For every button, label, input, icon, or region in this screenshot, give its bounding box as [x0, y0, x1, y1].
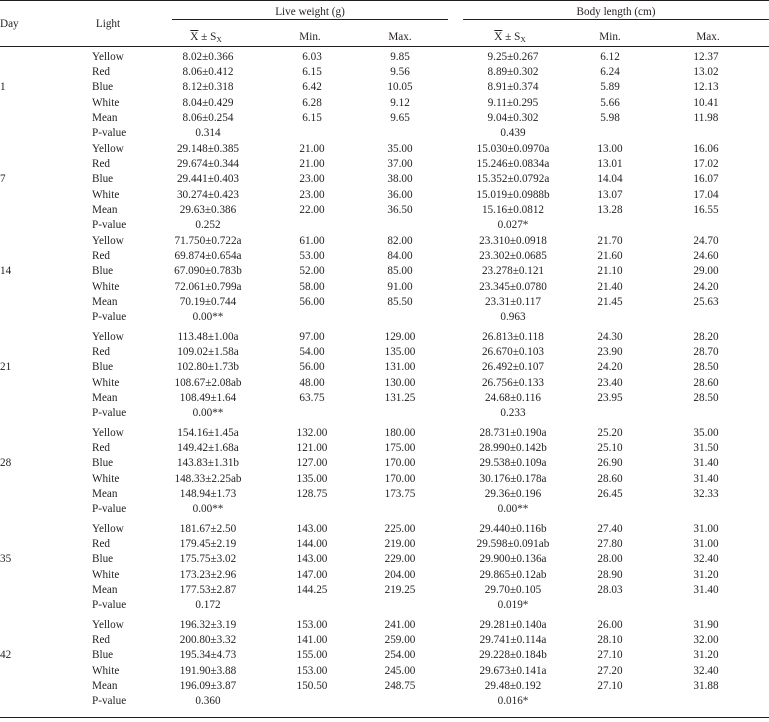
table-cell: 5.89: [600, 81, 620, 93]
top-rule: [0, 0, 769, 1]
table-cell: 21.45: [597, 296, 623, 308]
day-label: 14: [0, 265, 12, 278]
table-cell: 31.20: [693, 649, 719, 661]
table-cell: 245.00: [384, 665, 416, 677]
table-cell: 28.20: [693, 331, 719, 343]
table-cell: 8.04±0.429: [182, 97, 234, 109]
light-label: Mean: [92, 204, 118, 216]
table-cell: 27.10: [597, 649, 623, 661]
light-label: White: [92, 189, 120, 201]
table-cell: 29.741±0.114a: [479, 634, 547, 646]
table-cell: 21.70: [597, 235, 623, 247]
p-value-length: 0.016*: [497, 695, 529, 707]
day-label: 42: [0, 649, 12, 662]
table-cell: 31.20: [693, 569, 719, 581]
table-cell: 31.40: [693, 584, 719, 596]
header-bottom-rule: [0, 46, 769, 47]
header-weight-mean-mid: ± S: [198, 31, 217, 43]
table-cell: 154.16±1.45a: [177, 427, 239, 439]
light-label: P-value: [92, 311, 127, 323]
header-length-mean-se: [465, 30, 555, 47]
light-label: Yellow: [92, 619, 124, 631]
table-cell: 6.15: [302, 112, 322, 124]
table-cell: 22.00: [299, 204, 325, 216]
light-label: P-value: [92, 503, 127, 515]
table-cell: 173.75: [384, 488, 416, 500]
table-cell: 21.00: [299, 143, 325, 155]
header-length-mean-sub: X: [520, 35, 526, 44]
table-cell: 38.00: [387, 173, 413, 185]
p-value-weight: 0.00**: [192, 311, 224, 323]
table-cell: 229.00: [384, 553, 416, 565]
light-label: White: [92, 569, 120, 581]
table-cell: 225.00: [384, 523, 416, 535]
table-cell: 70.19±0.744: [179, 296, 237, 308]
table-cell: 6.12: [600, 51, 620, 63]
table-cell: 15.019±0.0988b: [476, 189, 550, 201]
table-cell: 143.83±1.31b: [176, 457, 240, 469]
table-cell: 24.68±0.116: [484, 392, 542, 404]
table-cell: 27.40: [597, 523, 623, 535]
day-label: 35: [0, 553, 12, 566]
table-cell: 9.25±0.267: [487, 51, 539, 63]
light-label: White: [92, 665, 120, 677]
table-cell: 23.95: [597, 392, 623, 404]
header-length-min: Min.: [599, 31, 621, 43]
bottom-rule: [0, 717, 769, 718]
table-cell: 16.07: [693, 173, 719, 185]
table-cell: 67.090±0.783b: [174, 265, 242, 277]
table-cell: 15.246±0.0834a: [476, 158, 550, 170]
table-cell: 69.874±0.654a: [174, 250, 242, 262]
table-cell: 13.07: [597, 189, 623, 201]
table-cell: 130.00: [384, 377, 416, 389]
table-cell: 121.00: [296, 442, 328, 454]
light-label: P-value: [92, 695, 127, 707]
header-weight-min: Min.: [299, 31, 321, 43]
table-cell: 28.90: [597, 569, 623, 581]
day-label: 7: [0, 173, 6, 186]
table-cell: 37.00: [387, 158, 413, 170]
p-value-length: 0.963: [500, 311, 526, 323]
light-label: Blue: [92, 553, 114, 565]
light-label: Red: [92, 442, 111, 454]
table-cell: 29.673±0.141a: [479, 665, 547, 677]
table-cell: 26.670±0.103: [481, 346, 545, 358]
header-length-mean-mid: ± S: [502, 31, 521, 43]
table-cell: 28.990±0.142b: [479, 442, 547, 454]
table-cell: 8.89±0.302: [487, 66, 539, 78]
table-cell: 23.310±0.0918: [479, 235, 547, 247]
table-cell: 175.75±3.02: [179, 553, 237, 565]
table-cell: 6.03: [302, 51, 322, 63]
table-cell: 28.50: [693, 392, 719, 404]
table-cell: 10.41: [693, 97, 719, 109]
table-cell: 12.37: [693, 51, 719, 63]
table-cell: 8.06±0.254: [182, 112, 234, 124]
table-cell: 200.80±3.32: [179, 634, 237, 646]
light-label: Yellow: [92, 51, 124, 63]
table-cell: 71.750±0.722a: [174, 235, 242, 247]
table-cell: 6.28: [302, 97, 322, 109]
table-cell: 24.60: [693, 250, 719, 262]
table-cell: 29.440±0.116b: [479, 523, 547, 535]
table-cell: 29.441±0.403: [176, 173, 240, 185]
table-cell: 8.02±0.366: [182, 51, 234, 63]
table-cell: 13.01: [597, 158, 623, 170]
light-label: Red: [92, 538, 111, 550]
table-cell: 31.00: [693, 523, 719, 535]
light-label: Mean: [92, 584, 118, 596]
table-cell: 141.00: [296, 634, 328, 646]
table-cell: 15.16±0.0812: [481, 204, 545, 216]
light-label: Mean: [92, 112, 118, 124]
table-cell: 29.36±0.196: [484, 488, 542, 500]
light-label: Mean: [92, 680, 118, 692]
table-cell: 29.281±0.140a: [479, 619, 547, 631]
table-cell: 10.05: [387, 81, 413, 93]
table-cell: 21.40: [597, 281, 623, 293]
light-label: Blue: [92, 265, 114, 277]
table-cell: 109.02±1.58a: [177, 346, 239, 358]
p-value-weight: 0.00**: [192, 503, 224, 515]
day-label: 28: [0, 457, 12, 470]
light-label: Yellow: [92, 235, 124, 247]
table-cell: 30.176±0.178a: [479, 473, 547, 485]
p-value-weight: 0.314: [195, 127, 221, 139]
table-cell: 23.345±0.0780: [479, 281, 547, 293]
table-cell: 16.55: [693, 204, 719, 216]
p-value-weight: 0.00**: [192, 407, 224, 419]
table-cell: 48.00: [299, 377, 325, 389]
header-length-mean-bar: $\overline{X}$: [494, 31, 503, 43]
table-cell: 131.00: [384, 361, 416, 373]
table-cell: 31.40: [693, 473, 719, 485]
table-cell: 29.538±0.109a: [479, 457, 547, 469]
table-cell: 26.813±0.118: [482, 331, 544, 343]
light-label: P-value: [92, 407, 127, 419]
light-label: Yellow: [92, 427, 124, 439]
light-label: Blue: [92, 81, 114, 93]
table-cell: 26.45: [597, 488, 623, 500]
table-cell: 31.90: [693, 619, 719, 631]
table-cell: 17.04: [693, 189, 719, 201]
header-light: Light: [95, 18, 121, 30]
table-cell: 29.598±0.091ab: [476, 538, 550, 550]
light-label: White: [92, 281, 120, 293]
table-cell: 28.70: [693, 346, 719, 358]
table-cell: 31.88: [693, 680, 719, 692]
table-cell: 135.00: [296, 473, 328, 485]
table-cell: 5.66: [600, 97, 620, 109]
table-cell: 6.42: [302, 81, 322, 93]
table-cell: 29.865±0.12ab: [479, 569, 547, 581]
table-cell: 11.98: [693, 112, 719, 124]
table-cell: 9.11±0.295: [487, 97, 539, 109]
table-cell: 108.49±1.64: [179, 392, 237, 404]
table-cell: 17.02: [693, 158, 719, 170]
p-value-length: 0.019*: [497, 599, 529, 611]
table-cell: 29.00: [693, 265, 719, 277]
table-cell: 147.00: [296, 569, 328, 581]
table-cell: 29.70±0.105: [484, 584, 542, 596]
table-cell: 21.10: [597, 265, 623, 277]
table-cell: 54.00: [299, 346, 325, 358]
table-cell: 113.48±1.00a: [177, 331, 239, 343]
table-cell: 149.42±1.68a: [177, 442, 239, 454]
table-cell: 102.80±1.73b: [176, 361, 240, 373]
table-cell: 9.12: [390, 97, 410, 109]
table-cell: 30.274±0.423: [176, 189, 240, 201]
table-cell: 8.91±0.374: [487, 81, 539, 93]
day-label: 1: [0, 81, 6, 94]
table-cell: 153.00: [296, 665, 328, 677]
table-cell: 29.148±0.385: [176, 143, 240, 155]
table-cell: 173.23±2.96: [179, 569, 237, 581]
table-cell: 219.25: [384, 584, 416, 596]
table-cell: 91.00: [387, 281, 413, 293]
table-cell: 84.00: [387, 250, 413, 262]
table-cell: 13.02: [693, 66, 719, 78]
live-weight-rule: [172, 19, 448, 20]
table-cell: 259.00: [384, 634, 416, 646]
table-cell: 85.00: [387, 265, 413, 277]
header-day: Day: [0, 18, 19, 30]
light-label: P-value: [92, 127, 127, 139]
p-value-length: 0.439: [500, 127, 526, 139]
table-cell: 31.50: [693, 442, 719, 454]
table-cell: 148.33±2.25ab: [174, 473, 242, 485]
table-cell: 181.67±2.50: [179, 523, 237, 535]
table-cell: 27.80: [597, 538, 623, 550]
table-cell: 28.60: [693, 377, 719, 389]
body-length-rule: [463, 19, 769, 20]
table-cell: 97.00: [299, 331, 325, 343]
table-cell: 16.06: [693, 143, 719, 155]
table-cell: 9.65: [390, 112, 410, 124]
p-value-length: 0.00**: [497, 503, 529, 515]
table-cell: 36.50: [387, 204, 413, 216]
table-cell: 13.28: [597, 204, 623, 216]
table-cell: 29.48±0.192: [484, 680, 542, 692]
table-cell: 204.00: [384, 569, 416, 581]
table-cell: 248.75: [384, 680, 416, 692]
table-cell: 8.12±0.318: [182, 81, 234, 93]
table-cell: 132.00: [296, 427, 328, 439]
table-cell: 148.94±1.73: [179, 488, 237, 500]
light-label: Blue: [92, 649, 114, 661]
table-cell: 254.00: [384, 649, 416, 661]
header-weight-mean-bar: $\overline{X}$: [190, 31, 199, 43]
table-cell: 53.00: [299, 250, 325, 262]
p-value-weight: 0.252: [195, 219, 221, 231]
table-cell: 36.00: [387, 189, 413, 201]
table-cell: 25.20: [597, 427, 623, 439]
table-cell: 85.50: [387, 296, 413, 308]
table-cell: 12.13: [693, 81, 719, 93]
table-cell: 29.63±0.386: [179, 204, 237, 216]
header-weight-max: Max.: [388, 31, 412, 43]
header-weight-mean-sub: X: [216, 35, 222, 44]
table-cell: 241.00: [384, 619, 416, 631]
table-cell: 28.50: [693, 361, 719, 373]
table-cell: 26.492±0.107: [481, 361, 545, 373]
table-cell: 219.00: [384, 538, 416, 550]
table-cell: 15.030±0.0970a: [476, 143, 550, 155]
table-cell: 24.30: [597, 331, 623, 343]
table-cell: 108.67±2.08ab: [174, 377, 242, 389]
light-label: Mean: [92, 392, 118, 404]
table-cell: 9.04±0.302: [487, 112, 539, 124]
table-cell: 23.302±0.0685: [479, 250, 547, 262]
light-label: White: [92, 377, 120, 389]
table-cell: 61.00: [299, 235, 325, 247]
light-label: Yellow: [92, 143, 124, 155]
light-label: Red: [92, 66, 111, 78]
table-cell: 82.00: [387, 235, 413, 247]
table-cell: 8.06±0.412: [182, 66, 234, 78]
table-cell: 9.85: [390, 51, 410, 63]
table-cell: 14.04: [597, 173, 623, 185]
table-cell: 24.20: [693, 281, 719, 293]
table-cell: 150.50: [296, 680, 328, 692]
table-cell: 31.00: [693, 538, 719, 550]
table-cell: 170.00: [384, 457, 416, 469]
header-live-weight: Live weight (g): [275, 6, 345, 18]
table-cell: 28.731±0.190a: [479, 427, 547, 439]
light-label: Red: [92, 158, 111, 170]
table-cell: 72.061±0.799a: [174, 281, 242, 293]
header-body-length: Body length (cm): [576, 6, 656, 18]
table-cell: 9.56: [390, 66, 410, 78]
table-cell: 25.10: [597, 442, 623, 454]
table-cell: 131.25: [384, 392, 416, 404]
table-cell: 177.53±2.87: [179, 584, 237, 596]
light-label: P-value: [92, 219, 127, 231]
table-cell: 155.00: [296, 649, 328, 661]
table-cell: 26.90: [597, 457, 623, 469]
table-cell: 143.00: [296, 523, 328, 535]
table-cell: 196.32±3.19: [179, 619, 237, 631]
table-cell: 26.00: [597, 619, 623, 631]
light-label: P-value: [92, 599, 127, 611]
table-cell: 23.31±0.117: [484, 296, 542, 308]
table-cell: 179.45±2.19: [179, 538, 237, 550]
table-cell: 127.00: [296, 457, 328, 469]
table-cell: 144.00: [296, 538, 328, 550]
table-cell: 24.70: [693, 235, 719, 247]
table-cell: 23.90: [597, 346, 623, 358]
table-cell: 31.40: [693, 457, 719, 469]
header-weight-mean-se: [166, 30, 246, 47]
table-cell: 6.15: [302, 66, 322, 78]
table-cell: 35.00: [693, 427, 719, 439]
table-cell: 23.278±0.121: [481, 265, 545, 277]
table-cell: 13.00: [597, 143, 623, 155]
p-value-weight: 0.360: [195, 695, 221, 707]
light-label: Blue: [92, 173, 114, 185]
table-cell: 25.63: [693, 296, 719, 308]
table-cell: 24.20: [597, 361, 623, 373]
light-label: Red: [92, 250, 111, 262]
table-cell: 143.00: [296, 553, 328, 565]
table-cell: 32.33: [693, 488, 719, 500]
header-length-max: Max.: [696, 31, 720, 43]
table-cell: 128.75: [296, 488, 328, 500]
table-cell: 21.60: [597, 250, 623, 262]
table-cell: 29.900±0.136a: [479, 553, 547, 565]
table-cell: 15.352±0.0792a: [476, 173, 550, 185]
table-cell: 135.00: [384, 346, 416, 358]
table-cell: 58.00: [299, 281, 325, 293]
table-cell: 29.674±0.344: [176, 158, 240, 170]
table-cell: 196.09±3.87: [179, 680, 237, 692]
table-cell: 26.756±0.133: [481, 377, 545, 389]
table-cell: 21.00: [299, 158, 325, 170]
table-cell: 29.228±0.184b: [479, 649, 547, 661]
table-cell: 6.24: [600, 66, 620, 78]
p-value-weight: 0.172: [195, 599, 221, 611]
table-cell: 27.20: [597, 665, 623, 677]
table-cell: 180.00: [384, 427, 416, 439]
table-cell: 153.00: [296, 619, 328, 631]
table-cell: 28.10: [597, 634, 623, 646]
table-cell: 27.10: [597, 680, 623, 692]
light-label: Yellow: [92, 331, 124, 343]
light-label: Mean: [92, 488, 118, 500]
light-label: Mean: [92, 296, 118, 308]
table-cell: 170.00: [384, 473, 416, 485]
table-cell: 191.90±3.88: [179, 665, 237, 677]
light-label: Blue: [92, 361, 114, 373]
table-cell: 32.40: [693, 665, 719, 677]
light-label: White: [92, 473, 120, 485]
table-cell: 28.03: [597, 584, 623, 596]
table-cell: 28.00: [597, 553, 623, 565]
table-cell: 23.00: [299, 173, 325, 185]
table-cell: 23.40: [597, 377, 623, 389]
light-label: Red: [92, 634, 111, 646]
table-cell: 5.98: [600, 112, 620, 124]
light-label: Yellow: [92, 523, 124, 535]
light-label: Red: [92, 346, 111, 358]
table-cell: 28.60: [597, 473, 623, 485]
table-cell: 56.00: [299, 296, 325, 308]
table-cell: 23.00: [299, 189, 325, 201]
day-label: 21: [0, 361, 12, 374]
light-label: White: [92, 97, 120, 109]
table-cell: 144.25: [296, 584, 328, 596]
table-cell: 195.34±4.73: [179, 649, 237, 661]
p-value-length: 0.027*: [497, 219, 529, 231]
table-cell: 56.00: [299, 361, 325, 373]
light-label: Blue: [92, 457, 114, 469]
table-cell: 63.75: [299, 392, 325, 404]
table-cell: 32.40: [693, 553, 719, 565]
table-cell: 129.00: [384, 331, 416, 343]
table-cell: 52.00: [299, 265, 325, 277]
table-cell: 35.00: [387, 143, 413, 155]
table-cell: 175.00: [384, 442, 416, 454]
table-cell: 32.00: [693, 634, 719, 646]
p-value-length: 0.233: [500, 407, 526, 419]
